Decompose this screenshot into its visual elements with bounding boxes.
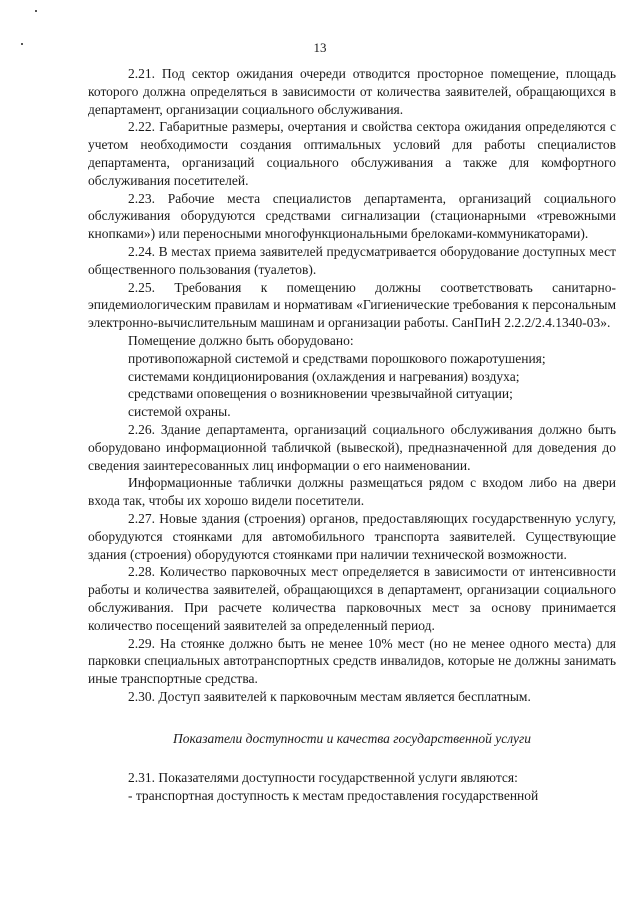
paragraph-2-29: 2.29. На стоянке должно быть не менее 10% мест (но не менее одного места) для парковки специальных автотранспортных средств инвалидов, которые не должны занимать иные транспортные средства. <box>88 635 616 687</box>
page-number: 13 <box>313 40 327 55</box>
equipment-item: противопожарной системой и средствами порошкового пожаротушения; <box>128 350 546 366</box>
paragraph-2-30: 2.30. Доступ заявителей к парковочным местам является бесплатным. <box>128 688 531 704</box>
scan-speck <box>35 10 37 12</box>
paragraph-2-26: 2.26. Здание департамента, организаций социального обслуживания должно быть оборудовано информационной табличкой (вывеской), предназначенной для доведения до сведения заинтересованных лиц информации о его наименовании. <box>88 421 616 473</box>
paragraph-2-22: 2.22. Габаритные размеры, очертания и свойства сектора ожидания определяются с учетом необходимости создания оптимальных условий для работы специалистов департамента, организаций социального обслуживания а также для комфортного обслуживания посетителей. <box>88 119 616 188</box>
paragraph-2-27: 2.27. Новые здания (строения) органов, предоставляющих государственную услугу, оборудуются стоянками для автомобильного транспорта заявителей. Существующие здания (строения) оборудуются стоянками при наличии технической возможности. <box>88 510 616 562</box>
paragraph-2-28: 2.28. Количество парковочных мест определяется в зависимости от интенсивности работы и количества заявителей, обращающихся в департамент, организации социального обслуживания. При расчете количества парковочных мест за основу принимается количество посещений заявителей за определенный период. <box>88 564 616 633</box>
paragraph-2-31: 2.31. Показателями доступности государственной услуги являются: <box>128 770 518 786</box>
equipment-item: системой охраны. <box>128 404 231 420</box>
paragraph-2-31-item: - транспортная доступность к местам предоставления государственной <box>128 788 539 804</box>
paragraph-2-23: 2.23. Рабочие места специалистов департамента, организаций социального обслуживания оборудуются средствами сигнализации (стационарными «тревожными кнопками») или переносными многофункциональными брелоками-коммуникаторами). <box>88 190 616 242</box>
equipment-item: средствами оповещения о возникновении чрезвычайной ситуации; <box>128 386 513 402</box>
paragraph-2-21: 2.21. Под сектор ожидания очереди отводится просторное помещение, площадь которого должна определяться в зависимости от количества заявителей, обращающихся в департамент, организации социального обслуживания. <box>88 66 616 117</box>
equipment-item: системами кондиционирования (охлаждения и нагревания) воздуха; <box>128 368 520 384</box>
paragraph-2-25: 2.25. Требования к помещению должны соответствовать санитарно-эпидемиологическим правилам и нормативам «Гигиенические требования к персональным электронно-вычислительным машинам и организации работы. СанПиН 2.2.2/2.4.1340-03». <box>88 279 616 331</box>
equipment-intro: Помещение должно быть оборудовано: <box>128 332 354 348</box>
document-body <box>88 65 616 805</box>
paragraph-2-26-signs: Информационные таблички должны размещаться рядом с входом либо на двери входа так, чтобы их хорошо видели посетители. <box>88 475 616 509</box>
section-heading: Показатели доступности и качества государственной услуги <box>172 730 532 746</box>
paragraph-2-24: 2.24. В местах приема заявителей предусматривается оборудование доступных мест общественного пользования (туалетов). <box>88 243 616 277</box>
